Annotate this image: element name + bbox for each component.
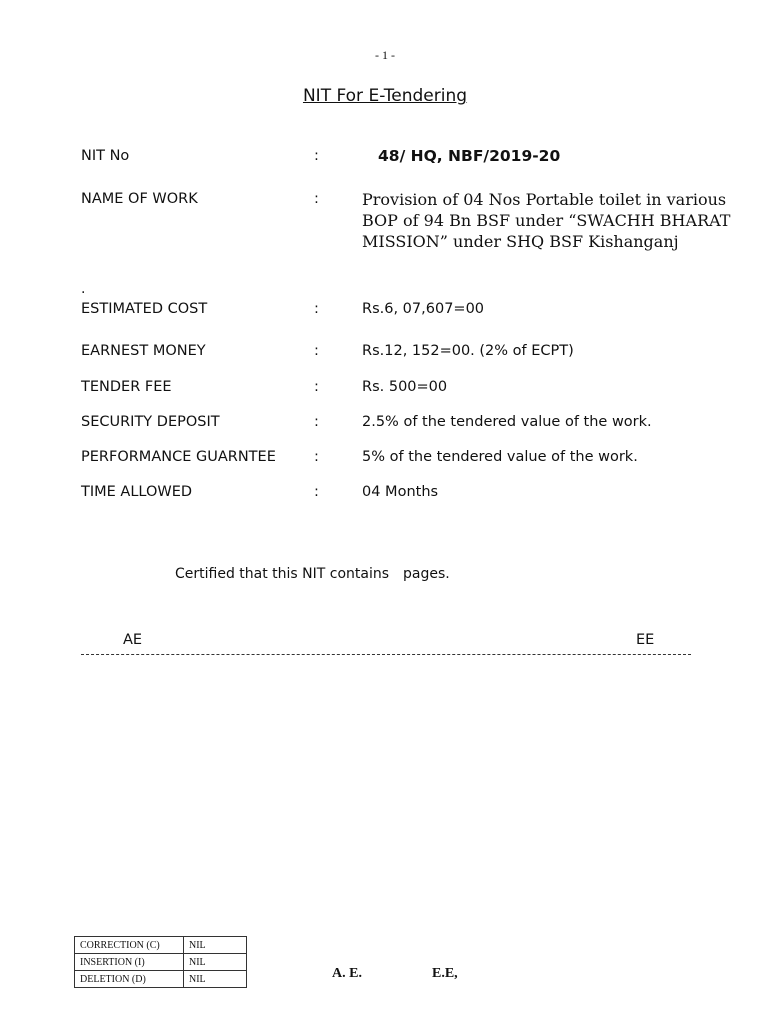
insertion-label: INSERTION (I) [75,954,184,971]
time-allowed-value: 04 Months [362,484,439,500]
estimated-cost-label: ESTIMATED COST [81,301,208,317]
deletion-value: NIL [184,971,247,988]
corrections-table [74,936,247,988]
tender-fee-value: Rs. 500=00 [362,379,448,395]
estimated-cost-colon: : [314,301,319,317]
page-number: - 1 - [375,48,395,62]
time-allowed-label: TIME ALLOWED [81,484,193,500]
deletion-label: DELETION (D) [75,971,184,988]
nit-no-label: NIT No [81,148,130,164]
page-title [0,86,770,106]
tender-fee-label: TENDER FEE [81,379,172,395]
name-of-work-colon: : [314,191,319,207]
time-allowed-colon: : [314,484,319,500]
table-row [75,971,247,988]
name-of-work-value: Provision of 04 Nos Portable toilet in various BOP of 94 Bn BSF under “SWACHH BHARAT MISSION” under SHQ BSF Kishanganj [362,190,731,251]
performance-guarantee-label: PERFORMANCE GUARNTEE [81,449,276,465]
earnest-money-colon: : [314,343,319,359]
security-deposit-value: 2.5% of the tendered value of the work. [362,414,652,430]
performance-guarantee-value: 5% of the tendered value of the work. [362,449,638,465]
name-of-work-label: NAME OF WORK [81,191,198,207]
earnest-money-value: Rs.12, 152=00. (2% of ECPT) [362,343,574,359]
estimated-cost-value: Rs.6, 07,607=00 [362,301,485,317]
security-deposit-label: SECURITY DEPOSIT [81,414,220,430]
footer-signature-ee: E.E, [432,966,458,981]
certification-text: Certified that this NIT contains [175,566,390,582]
correction-label: CORRECTION (C) [75,937,184,954]
footer-signature-ae: A. E. [332,966,362,981]
tender-fee-colon: : [314,379,319,395]
signature-ae: AE [123,632,143,648]
dashed-divider [81,654,691,655]
table-row [75,937,247,954]
earnest-money-label: EARNEST MONEY [81,343,206,359]
performance-guarantee-colon: : [314,449,319,465]
signature-ee: EE [636,632,655,648]
correction-value: NIL [184,937,247,954]
security-deposit-colon: : [314,414,319,430]
nit-no-colon: : [314,148,319,164]
page-title-text: NIT For E-Tendering [302,86,468,106]
nit-no-value: 48/ HQ, NBF/2019-20 [378,147,561,165]
table-row [75,954,247,971]
stray-dot: . [81,281,86,297]
insertion-value: NIL [184,954,247,971]
certification-suffix: pages. [403,566,450,582]
